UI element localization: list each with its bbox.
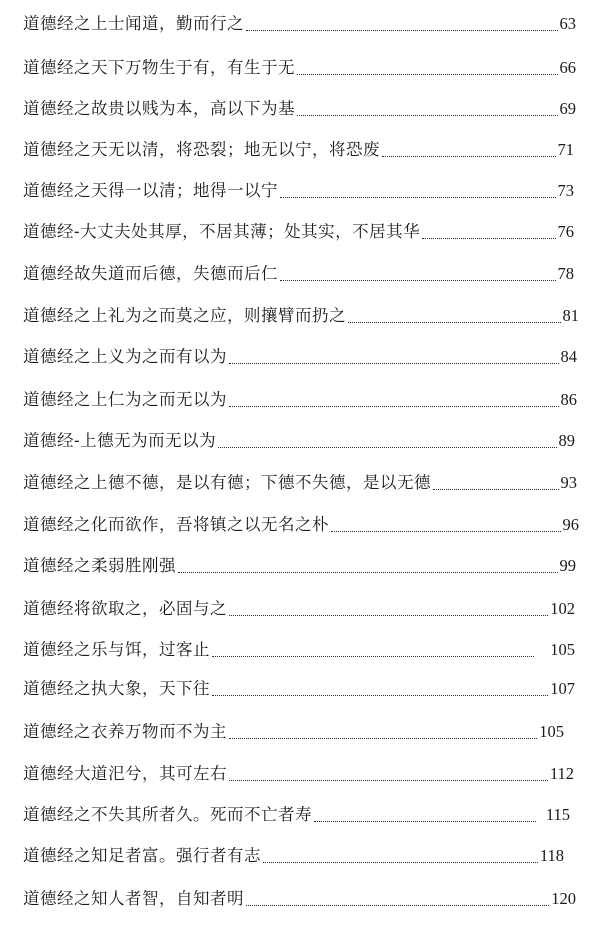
- toc-entry-page: 99: [559, 556, 576, 575]
- toc-entry-page: 118: [539, 846, 564, 865]
- toc-entry[interactable]: [23, 675, 575, 701]
- toc-entry[interactable]: [23, 177, 574, 203]
- toc-entry[interactable]: [23, 386, 577, 412]
- toc-entry[interactable]: [23, 136, 574, 162]
- toc-entry-page: 71: [557, 140, 574, 159]
- toc-entry-title: 道德经-上德无为而无以为: [23, 431, 217, 450]
- toc-entry-page: 89: [558, 431, 575, 450]
- toc-entry-title: 道德经将欲取之，必固与之: [23, 599, 227, 618]
- toc-leader-dots: [297, 74, 558, 75]
- toc-entry[interactable]: [23, 885, 576, 911]
- toc-leader-dots: [246, 30, 558, 31]
- toc-entry-title: 道德经之知足者富。强行者有志: [23, 846, 261, 865]
- toc-entry-title: 道德经之知人者智，自知者明: [23, 889, 244, 908]
- toc-entry-page: 86: [560, 390, 577, 409]
- toc-leader-dots: [229, 406, 559, 407]
- toc-entry[interactable]: [23, 636, 575, 662]
- toc-entry-page: 63: [559, 14, 576, 33]
- toc-leader-dots: [433, 489, 559, 490]
- toc-entry-title: 道德经之衣养万物而不为主: [23, 722, 227, 741]
- toc-entry[interactable]: [23, 760, 574, 786]
- toc-entry[interactable]: [23, 343, 577, 369]
- toc-entry-title: 道德经之上义为之而有以为: [23, 347, 227, 366]
- toc-entry[interactable]: [23, 511, 579, 537]
- toc-leader-dots: [280, 280, 556, 281]
- toc-leader-dots: [212, 695, 548, 696]
- toc-entry-page: 107: [550, 679, 575, 698]
- toc-entry-title: 道德经之故贵以贱为本，高以下为基: [23, 99, 295, 118]
- toc-leader-dots: [178, 572, 558, 573]
- toc-entry-page: 105: [550, 640, 575, 659]
- toc-entry-page: 76: [557, 222, 574, 241]
- toc-entry-page: 112: [549, 764, 574, 783]
- toc-leader-dots: [229, 738, 537, 739]
- toc-entry-title: 道德经大道汜兮，其可左右: [23, 764, 227, 783]
- toc-entry-title: 道德经之不失其所者久。死而不亡者寿: [23, 805, 312, 824]
- toc-entry-title: 道德经之化而欲作，吾将镇之以无名之朴: [23, 515, 329, 534]
- toc-entry-title: 道德经之执大象，天下往: [23, 679, 210, 698]
- toc-entry-title: 道德经之天得一以清；地得一以宁: [23, 181, 278, 200]
- toc-entry[interactable]: [23, 469, 577, 495]
- toc-leader-dots: [314, 821, 536, 822]
- toc-entry-page: 69: [559, 99, 576, 118]
- toc-leader-dots: [246, 905, 549, 906]
- toc-entry-page: 102: [550, 599, 575, 618]
- toc-leader-dots: [348, 322, 561, 323]
- toc-leader-dots: [297, 115, 558, 116]
- toc-leader-dots: [229, 615, 548, 616]
- toc-entry[interactable]: [23, 718, 564, 744]
- toc-entry-page: 120: [551, 889, 576, 908]
- toc-leader-dots: [280, 197, 556, 198]
- toc-entry-page: 105: [539, 722, 564, 741]
- toc-entry-page: 73: [557, 181, 574, 200]
- toc-entry[interactable]: [23, 218, 574, 244]
- toc-entry-title: 道德经之天下万物生于有，有生于无: [23, 58, 295, 77]
- toc-entry[interactable]: [23, 552, 576, 578]
- toc-leader-dots: [331, 531, 561, 532]
- toc-entry[interactable]: [23, 95, 576, 121]
- toc-entry-title: 道德经故失道而后德，失德而后仁: [23, 264, 278, 283]
- toc-entry-page: 84: [560, 347, 577, 366]
- toc-entry-title: 道德经之上礼为之而莫之应，则攘臂而扔之: [23, 306, 346, 325]
- toc-leader-dots: [212, 656, 534, 657]
- toc-entry-page: 115: [545, 805, 570, 824]
- toc-entry-title: 道德经之柔弱胜刚强: [23, 556, 176, 575]
- toc-entry-title: 道德经之乐与饵，过客止: [23, 640, 210, 659]
- toc-entry-page: 81: [562, 306, 579, 325]
- toc-entry-title: 道德经-大丈夫处其厚，不居其薄；处其实，不居其华: [23, 222, 421, 241]
- toc-entry-title: 道德经之天无以清，将恐裂；地无以宁，将恐废: [23, 140, 380, 159]
- toc-entry[interactable]: [23, 801, 570, 827]
- toc-entry[interactable]: [23, 842, 564, 868]
- toc-leader-dots: [263, 862, 538, 863]
- toc-leader-dots: [422, 238, 555, 239]
- toc-entry-title: 道德经之上德不德，是以有德；下德不失德，是以无德: [23, 473, 431, 492]
- toc-entry-title: 道德经之上士闻道，勤而行之: [23, 14, 244, 33]
- toc-leader-dots: [382, 156, 556, 157]
- toc-entry[interactable]: [23, 302, 579, 328]
- toc-entry-page: 96: [562, 515, 579, 534]
- toc-entry-title: 道德经之上仁为之而无以为: [23, 390, 227, 409]
- toc-leader-dots: [229, 363, 559, 364]
- toc-entry[interactable]: [23, 10, 576, 36]
- toc-entry[interactable]: [23, 427, 575, 453]
- toc-leader-dots: [229, 780, 548, 781]
- toc-entry[interactable]: [23, 595, 575, 621]
- toc-entry-page: 78: [557, 264, 574, 283]
- toc-leader-dots: [218, 447, 556, 448]
- toc-entry[interactable]: [23, 260, 574, 286]
- toc-entry[interactable]: [23, 54, 576, 80]
- toc-entry-page: 93: [560, 473, 577, 492]
- toc-entry-page: 66: [559, 58, 576, 77]
